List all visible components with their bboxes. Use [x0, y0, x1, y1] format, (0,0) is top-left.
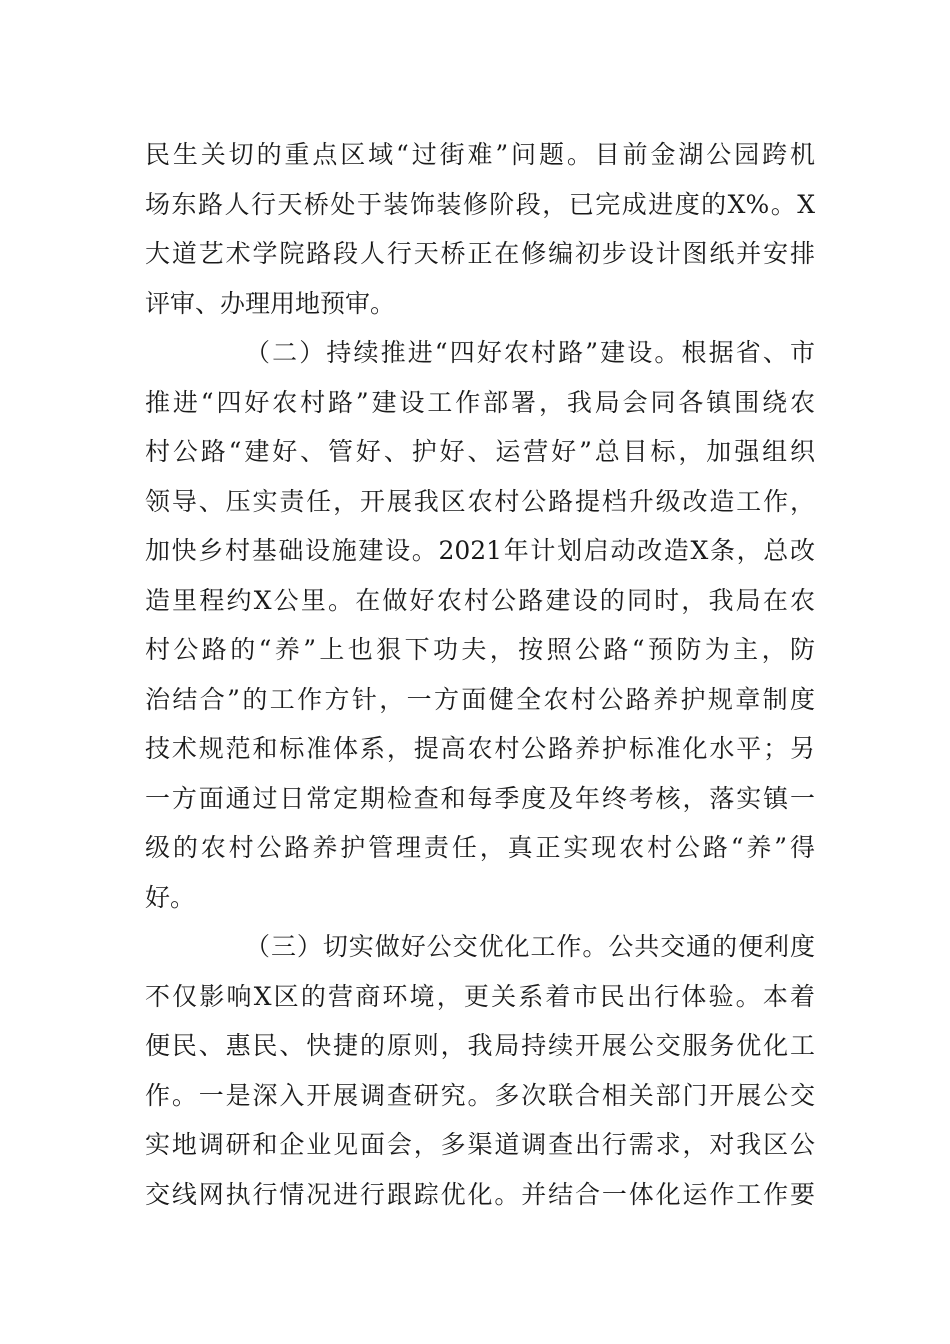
body-text [145, 130, 815, 1219]
text-line: 大道艺术学院路段人行天桥正在修编初步设计图纸并安排 [145, 239, 815, 268]
text-line: 村公路“建好、管好、护好、运营好”总目标，加强组织 [145, 437, 815, 466]
text-line: 推进“四好农村路”建设工作部署，我局会同各镇围绕农 [145, 387, 815, 417]
text-line: 便民、惠民、快捷的原则，我局持续开展公交服务优化工 [145, 1031, 815, 1060]
section-heading-line: （三）切实做好公交优化工作。公共交通的便利度 [245, 932, 815, 961]
text-line: 场东路人行天桥处于装饰装修阶段，已完成进度的X%。X [145, 189, 815, 219]
text-line: 民生关切的重点区域“过街难”问题。目前金湖公园跨机 [145, 140, 815, 169]
text-line: 一方面通过日常定期检查和每季度及年终考核，落实镇一 [145, 783, 815, 813]
text-line: 作。一是深入开展调查研究。多次联合相关部门开展公交 [145, 1080, 815, 1110]
text-line: 好。 [145, 882, 196, 912]
text-line: 造里程约X公里。在做好农村公路建设的同时，我局在农 [145, 585, 815, 615]
text-line: 技术规范和标准体系，提高农村公路养护标准化水平；另 [145, 734, 815, 763]
text-line: 治结合”的工作方针，一方面健全农村公路养护规章制度 [145, 684, 815, 714]
section-heading-line: （二）持续推进“四好农村路”建设。根据省、市 [245, 338, 815, 367]
text-line: 评审、办理用地预审。 [145, 288, 396, 318]
text-line: 村公路的“养”上也狠下功夫，按照公路“预防为主，防 [145, 635, 815, 664]
text-line: 不仅影响X区的营商环境，更关系着市民出行体验。本着 [145, 981, 815, 1011]
text-line: 实地调研和企业见面会，多渠道调查出行需求，对我区公 [145, 1130, 815, 1159]
text-line: 级的农村公路养护管理责任，真正实现农村公路“养”得 [145, 833, 815, 862]
text-line: 加快乡村基础设施建设。2021年计划启动改造X条，总改 [145, 536, 815, 565]
text-line: 领导、压实责任，开展我区农村公路提档升级改造工作， [145, 486, 815, 516]
text-line: 交线网执行情况进行跟踪优化。并结合一体化运作工作要 [145, 1179, 815, 1209]
